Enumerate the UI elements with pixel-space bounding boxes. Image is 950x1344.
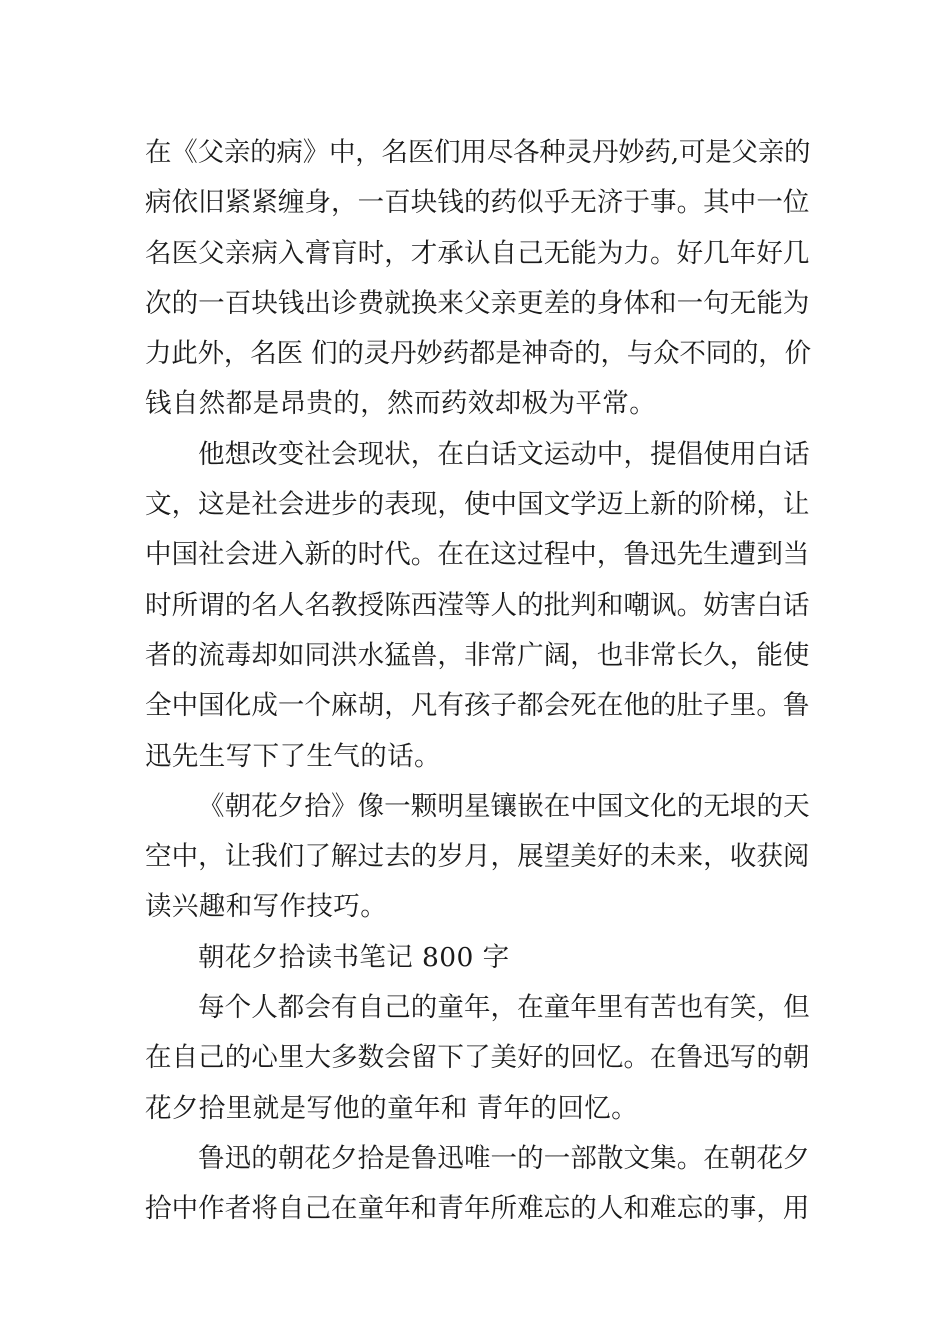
- text-line: 《朝花夕拾》像一颗明星镶嵌在中国文化的无垠的天: [198, 790, 810, 822]
- text-line: 钱自然都是昂贵的，然而药效却极为平常。: [145, 388, 657, 420]
- text-line: 空中，让我们了解过去的岁月，展望美好的未来，收获阅: [145, 841, 810, 873]
- text-line: 全中国化成一个麻胡，凡有孩子都会死在他的肚子里。鲁: [145, 690, 810, 722]
- text-line: 他想改变社会现状，在白话文运动中，提倡使用白话: [198, 438, 810, 470]
- text-line: 文，这是社会进步的表现，使中国文学迈上新的阶梯，让: [145, 489, 810, 521]
- text-line: 力此外，名医 们的灵丹妙药都是神奇的，与众不同的，价: [145, 338, 811, 370]
- text-line: 名医父亲病入膏肓时，才承认自己无能为力。好几年好几: [145, 237, 810, 269]
- text-line: 中国社会进入新的时代。在在这过程中，鲁迅先生遭到当: [145, 539, 810, 571]
- text-line: 次的一百块钱出诊费就换来父亲更差的身体和一句无能为: [145, 287, 810, 319]
- text-line: 朝花夕拾读书笔记 800 字: [198, 941, 510, 973]
- document-body: [145, 128, 810, 1235]
- text-line: 病依旧紧紧缠身，一百块钱的药似乎无济于事。其中一位: [145, 187, 810, 219]
- text-line: 时所谓的名人名教授陈西滢等人的批判和嘲讽。妨害白话: [145, 589, 810, 621]
- text-line: 拾中作者将自己在童年和青年所难忘的人和难忘的事，用: [145, 1193, 810, 1225]
- text-line: 每个人都会有自己的童年，在童年里有苦也有笑，但: [198, 992, 810, 1024]
- text-line: 读兴趣和写作技巧。: [145, 891, 388, 923]
- text-line: 在《父亲的病》中，名医们用尽各种灵丹妙药,可是父亲的: [145, 137, 811, 168]
- text-line: 花夕拾里就是写他的童年和 青年的回忆。: [145, 1092, 639, 1124]
- text-line: 在自己的心里大多数会留下了美好的回忆。在鲁迅写的朝: [145, 1042, 810, 1074]
- text-line: 迅先生写下了生气的话。: [145, 740, 441, 772]
- text-line: 鲁迅的朝花夕拾是鲁迅唯一的一部散文集。在朝花夕: [198, 1142, 810, 1174]
- text-line: 者的流毒却如同洪水猛兽，非常广阔，也非常长久，能使: [145, 639, 810, 671]
